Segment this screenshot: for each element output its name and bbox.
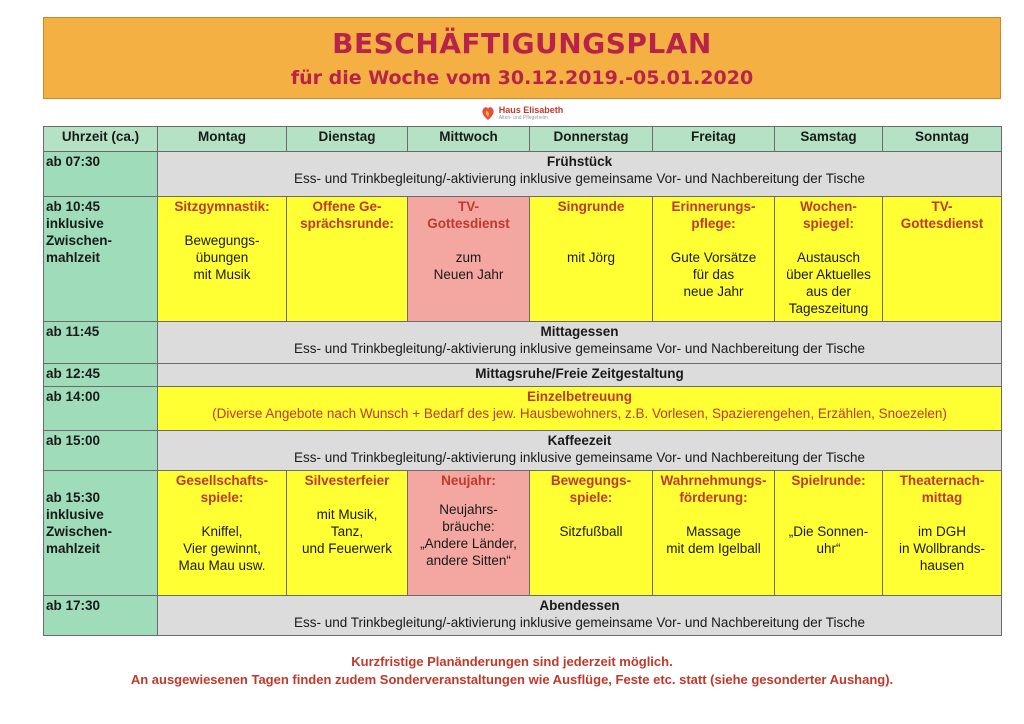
- activity-title: Theaternach- mittag: [899, 473, 985, 505]
- activity-cell-friday: [653, 197, 775, 322]
- activity-cell-thursday: [530, 471, 653, 596]
- activity-cell-sunday: [883, 471, 1002, 596]
- activity-title: Silvesterfeier: [304, 473, 390, 488]
- page-title: BESCHÄFTIGUNGSPLAN: [332, 27, 712, 60]
- activity-description: mit Jörg: [566, 250, 615, 265]
- time-cell: ab 12:45: [44, 364, 158, 387]
- table-row: [44, 364, 1002, 387]
- activity-title: Sitzgymnastik:: [174, 199, 270, 214]
- activity-description: zum Neuen Jahr: [433, 250, 504, 282]
- activity-cell-tuesday: [287, 197, 408, 322]
- time-note: Zwischen-: [46, 233, 113, 248]
- col-header-wednesday: Mittwoch: [408, 127, 530, 152]
- activity-description: Neujahrs- bräuche: „Andere Länder, andere Sitten“: [420, 502, 517, 568]
- time-note: Zwischen-: [46, 524, 113, 539]
- row-description: Ess- und Trinkbegleitung/-aktivierung inklusive gemeinsame Vor- und Nachbereitung der Tische: [293, 341, 866, 356]
- col-header-thursday: Donnerstag: [530, 127, 653, 152]
- col-header-tuesday: Dienstag: [287, 127, 408, 152]
- logo-subtitle: Alten- und Pflegeheim: [498, 115, 548, 121]
- dinner-cell: [158, 596, 1002, 636]
- table-row: [44, 322, 1002, 364]
- activity-title: Spielrunde:: [791, 473, 866, 488]
- logo-area: [43, 99, 1001, 127]
- table-row: [44, 596, 1002, 636]
- col-header-monday: Montag: [158, 127, 287, 152]
- activity-description: Massage mit dem Igelball: [666, 524, 761, 556]
- col-header-sunday: Sonntag: [883, 127, 1002, 152]
- time-cell: ab 15:00: [44, 431, 158, 471]
- time-label: ab 10:45: [46, 199, 101, 214]
- activity-description: Kniffel, Vier gewinnt, Mau Mau usw.: [178, 524, 266, 573]
- activity-title: Neujahr:: [441, 473, 496, 488]
- time-note: mahlzeit: [46, 541, 101, 556]
- activity-description: mit Musik, Tanz, und Feuerwerk: [301, 507, 393, 556]
- row-title: Einzelbetreuung: [526, 389, 632, 404]
- activity-title: TV- Gottesdienst: [900, 199, 984, 231]
- time-label: ab 15:30: [46, 490, 101, 505]
- activity-cell-saturday: [775, 197, 883, 322]
- page-subtitle: für die Woche vom 30.12.2019.-05.01.2020: [290, 67, 754, 89]
- activity-title: Erinnerungs- pflege:: [671, 199, 756, 231]
- activity-description: Austausch über Aktuelles aus der Tageszeitung: [786, 250, 871, 316]
- schedule-table: [43, 126, 1002, 636]
- activity-cell-thursday: [530, 197, 653, 322]
- activity-title: Wochen- spiegel:: [800, 199, 857, 231]
- time-cell: ab 17:30: [44, 596, 158, 636]
- row-description: Ess- und Trinkbegleitung/-aktivierung inklusive gemeinsame Vor- und Nachbereitung der Tische: [293, 450, 866, 465]
- activity-title: Bewegungs- spiele:: [550, 473, 632, 505]
- rest-cell: [158, 364, 1002, 387]
- activity-cell-tuesday: [287, 471, 408, 596]
- activity-title: TV- Gottesdienst: [427, 199, 510, 231]
- table-header-row: [44, 127, 1002, 152]
- heart-flame-logo-icon: [481, 105, 495, 121]
- activity-title: Wahrnehmungs- förderung:: [660, 473, 767, 505]
- row-description: (Diverse Angebote nach Wunsch + Bedarf des jew. Hausbewohners, z.B. Vorlesen, Spazierengehen, Erzählen, Snoezelen): [212, 406, 947, 421]
- coffee-cell: [158, 431, 1002, 471]
- time-cell: ab 14:00: [44, 387, 158, 431]
- col-header-friday: Freitag: [653, 127, 775, 152]
- activity-title: Offene Ge- sprächsrunde:: [300, 199, 394, 231]
- activity-description: Bewegungs- übungen mit Musik: [184, 233, 260, 282]
- title-banner: [43, 17, 1001, 99]
- footer-note-1: Kurzfristige Planänderungen sind jederzeit möglich.: [351, 654, 673, 669]
- activity-title: Singrunde: [557, 199, 625, 214]
- time-cell: [44, 471, 158, 596]
- row-description: Ess- und Trinkbegleitung/-aktivierung inklusive gemeinsame Vor- und Nachbereitung der Tische: [293, 171, 866, 186]
- row-title: Kaffeezeit: [547, 433, 612, 448]
- table-row: [44, 387, 1002, 431]
- activity-title: Gesellschafts- spiele:: [175, 473, 269, 505]
- col-header-saturday: Samstag: [775, 127, 883, 152]
- time-cell: ab 11:45: [44, 322, 158, 364]
- breakfast-cell: [158, 152, 1002, 197]
- time-note: inklusive: [46, 507, 104, 522]
- activity-cell-sunday: [883, 197, 1002, 322]
- footer-note-2: An ausgewiesenen Tagen finden zudem Sonderveranstaltungen wie Ausflüge, Feste etc. statt (siehe gesonderter Aushang).: [130, 672, 894, 687]
- activity-cell-monday: [158, 471, 287, 596]
- row-title: Abendessen: [539, 598, 620, 613]
- table-row: [44, 471, 1002, 596]
- table-row: [44, 152, 1002, 197]
- activity-description: Sitzfußball: [559, 524, 623, 539]
- row-title: Frühstück: [546, 154, 613, 169]
- activity-cell-wednesday: [408, 471, 530, 596]
- row-title: Mittagsruhe/Freie Zeitgestaltung: [475, 366, 684, 381]
- activity-description: im DGH in Wollbrands- hausen: [898, 524, 986, 573]
- activity-description: Gute Vorsätze für das neue Jahr: [670, 250, 757, 299]
- time-cell: ab 07:30: [44, 152, 158, 197]
- logo-name: Haus Elisabeth: [498, 105, 564, 115]
- time-note: inklusive: [46, 216, 104, 231]
- col-header-time: Uhrzeit (ca.): [44, 127, 158, 152]
- activity-cell-monday: [158, 197, 287, 322]
- row-title: Mittagessen: [540, 324, 619, 339]
- table-row: [44, 431, 1002, 471]
- row-description: Ess- und Trinkbegleitung/-aktivierung inklusive gemeinsame Vor- und Nachbereitung der Tische: [293, 615, 866, 630]
- activity-cell-friday: [653, 471, 775, 596]
- time-note: mahlzeit: [46, 250, 101, 265]
- individual-care-cell: [158, 387, 1002, 431]
- activity-cell-wednesday: [408, 197, 530, 322]
- activity-description: „Die Sonnen- uhr“: [788, 524, 869, 556]
- activity-cell-saturday: [775, 471, 883, 596]
- table-row: [44, 197, 1002, 322]
- time-cell: [44, 197, 158, 322]
- lunch-cell: [158, 322, 1002, 364]
